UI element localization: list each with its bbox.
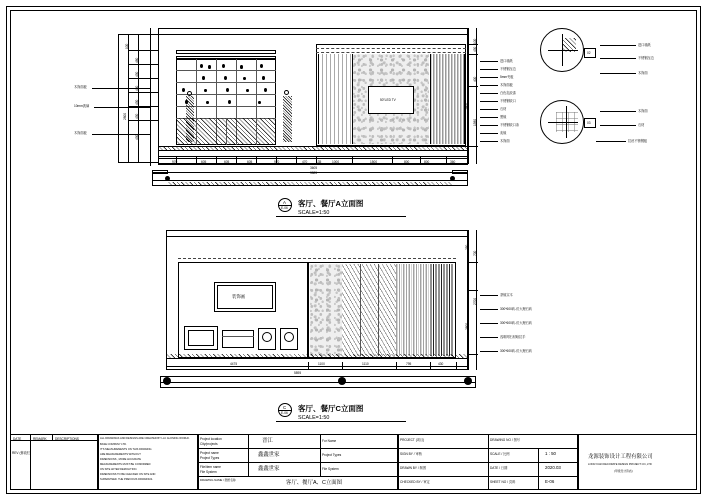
field-col2-2-label: File System xyxy=(322,467,339,471)
drawing-name: 客厅、餐厅A、C立面图 xyxy=(286,480,343,486)
revision-table xyxy=(10,434,98,490)
dim-a-bottom-7: 1000 xyxy=(332,160,340,164)
note-a-8: 不锈钢收口条 xyxy=(500,123,520,127)
detail-note-bottom-1: 石材 xyxy=(638,123,645,127)
rev-header-date: DATE xyxy=(13,437,22,441)
notes-line-7: SUPERVISED. THE PREVIOUS DRAWINGS. xyxy=(100,478,153,481)
human-figure-left xyxy=(186,96,194,142)
painting-label: 装饰画 xyxy=(232,294,246,299)
note-c-1: 300*600砖-仿大理石砖 xyxy=(500,307,533,311)
note-a-10: 木饰面 xyxy=(500,139,510,143)
note-left-0: 木饰面板 xyxy=(74,85,87,89)
dim-a-total-1: 3605 xyxy=(310,166,318,170)
dim-a-right-4: 100 xyxy=(473,38,477,44)
dim-a-bottom-0: 970 xyxy=(172,160,178,164)
dim-c-right-3: 2800 xyxy=(465,322,469,330)
field-0-value: 晋江 xyxy=(262,438,273,444)
note-a-1: 不锈钢压边 xyxy=(500,67,516,71)
dim-a-bottom-10: 800 xyxy=(424,160,430,164)
note-a-2: 5mm夹板 xyxy=(500,75,514,79)
rf-0-label: PROJECT (项目) xyxy=(400,438,425,442)
rf-6-label: CHECKED BY / 审定 xyxy=(400,480,430,484)
drawing-name-label: DRAWING NAME / 图纸名称 xyxy=(200,478,236,482)
dim-c-right-1: 2700 xyxy=(473,297,477,305)
dim-a-left-1: 480 xyxy=(135,57,139,63)
dim-a-left-2: 430 xyxy=(135,71,139,77)
dim-a-bottom-1: 605 xyxy=(201,160,207,164)
dim-a-bottom-8: 1500 xyxy=(370,160,378,164)
company-name-cn: 龙源装饰设计工程有限公司 xyxy=(588,454,653,460)
detail-mark-03-text: 03 xyxy=(587,121,591,125)
dim-c-bottom-0: 4475 xyxy=(230,362,238,366)
mark-c-sub: E-06 xyxy=(281,411,288,415)
field-1-label-cn: Project Types xyxy=(200,456,220,460)
dim-a-bottom-11: 360 xyxy=(450,160,456,164)
wall-panel-right-c xyxy=(430,264,454,356)
dim-a-left-3: 430 xyxy=(135,85,139,91)
dim-a-bottom-2: 605 xyxy=(224,160,230,164)
notes-line-4: MEASUREMENTS MUST BE CONFIRMED xyxy=(100,463,151,466)
notes-line-3: DIMENSIONS , MORE ACCURATE xyxy=(100,458,142,461)
rev-label: REV (修改栏) xyxy=(12,451,32,455)
dim-c-bottom-2: 1110 xyxy=(362,362,369,366)
dim-c-total: 5895 xyxy=(294,371,302,375)
stone-wall-c xyxy=(310,264,342,356)
dim-c-right-0: 700 xyxy=(473,250,477,256)
field-0-label-cn: City/projects xyxy=(200,442,218,446)
field-0-label-en: Project location xyxy=(200,437,222,441)
dim-a-left-0: 100 xyxy=(125,43,129,49)
coffee-table xyxy=(222,330,254,348)
field-col2-0-label: For Name xyxy=(322,439,337,443)
rf-2-label: SIGN BY / 审核 xyxy=(400,452,422,456)
mark-a-letter: A xyxy=(283,200,286,205)
note-a-0: 进口墙纸 xyxy=(500,59,513,63)
mark-a-sub: E-06 xyxy=(281,206,288,210)
rf-7-value: E-06 xyxy=(545,479,555,484)
dim-a-bottom-6: 135 xyxy=(316,160,322,164)
notes-line-5: ON SITE AFTER DEMOLITION. xyxy=(100,468,138,471)
notes-title: ALL DRAWINGS AND DESIGNS ARE CREATED BY LLC ALONING WORLD. xyxy=(100,437,190,440)
dim-a-left-5: 430 xyxy=(135,113,139,119)
detail-mark-02-text: 02 xyxy=(587,51,591,55)
dim-a-left-6: 430 xyxy=(135,134,139,140)
rf-7-label: SHEET NO / 页码 xyxy=(490,480,516,484)
note-a-9: 灰镜 xyxy=(500,131,507,135)
scale-c: SCALE=1:50 xyxy=(298,415,330,421)
dim-a-total-2: 3885 xyxy=(310,171,318,175)
notes-line-6: DIMENSIONS TO BE CHECKED ON SITE AND xyxy=(100,473,156,476)
title-a: 客厅、餐厅A立面图 xyxy=(298,199,364,208)
rev-header-desc: DESCRIPTIONS xyxy=(55,437,79,441)
tv-label: 50"LED TV xyxy=(380,98,396,102)
note-a-7: 黑镜 xyxy=(500,115,507,119)
dim-c-bottom-1: 1100 xyxy=(318,362,325,366)
dim-c-bottom-3: 795 xyxy=(406,362,412,366)
dim-c-right-2: 250 xyxy=(465,244,469,250)
field-2-label-en: File/item name xyxy=(200,465,221,469)
dim-a-bottom-3: 605 xyxy=(247,160,253,164)
field-2-value: 鑫鑫世家 xyxy=(258,466,280,472)
rf-3-value: 1 : 50 xyxy=(545,451,556,456)
company-name-en: LONGYUAN DECORATE DESIGN PROJECT CO.,LTD xyxy=(588,463,652,466)
dim-a-right-1: 400 xyxy=(473,76,477,82)
dim-a-right-3: 2800 xyxy=(465,102,469,110)
field-2-label-cn: File System xyxy=(200,470,217,474)
rf-5-label: DATE / 日期 xyxy=(490,466,508,470)
notes-line-2: ARE MEASUREMENTS WITHOUT xyxy=(100,453,141,456)
note-c-3: 浅啡网石材暗拉手 xyxy=(500,335,526,339)
note-a-4: 白色乳胶漆 xyxy=(500,91,516,95)
note-c-4: 300*600砖-仿大理石砖 xyxy=(500,349,533,353)
field-col2-1-label: Project Types xyxy=(322,453,342,457)
note-left-1: 10mm波璃 xyxy=(74,104,90,108)
note-a-6: 石材 xyxy=(500,107,507,111)
detail-note-top-1: 不锈钢压边 xyxy=(638,56,654,60)
field-1-value: 鑫鑫世家 xyxy=(258,452,280,458)
rf-5-value: 2020.03 xyxy=(545,465,561,470)
note-c-0: 茶镜实木 xyxy=(500,293,513,297)
title-c: 客厅、餐厅C立面图 xyxy=(298,404,364,413)
curtain-right xyxy=(430,54,464,144)
scale-a: SCALE=1:50 xyxy=(298,210,330,216)
rf-3-label: SCALE / 比例 xyxy=(490,452,510,456)
dim-c-bottom-4: 430 xyxy=(438,362,444,366)
note-a-5: 不锈钢收口 xyxy=(500,99,516,103)
mark-c-letter: C xyxy=(283,405,287,410)
rf-1-label: DRAWING NO / 图号 xyxy=(490,438,520,442)
rev-header-remark: REMARK xyxy=(33,437,47,441)
note-left-2: 木饰面板 xyxy=(74,131,87,135)
note-a-3: 木饰面板 xyxy=(500,83,513,87)
dim-a-left-4: 430 xyxy=(135,99,139,105)
detail-note-bottom-2: 拉丝不锈钢板 xyxy=(628,139,648,143)
dim-a-bottom-4: 970 xyxy=(274,160,280,164)
detail-note-top-0: 进口墙纸 xyxy=(638,43,651,47)
curtain-c xyxy=(396,264,430,356)
company-block xyxy=(578,434,697,490)
dim-a-left-total: 2800 xyxy=(123,112,127,120)
human-figure-right xyxy=(283,96,292,142)
note-c-2: 300*600砖-仿大理石砖 xyxy=(500,321,533,325)
dim-a-right-0: 430 xyxy=(473,46,477,52)
notes-line-0: BASE COMPANY LTD. xyxy=(100,443,127,446)
glass-door-panel xyxy=(342,264,396,356)
wood-slat-panel xyxy=(318,54,352,144)
company-tag: (甲级设计资质) xyxy=(614,469,633,473)
notes-line-1: IT'S MEASUREMENTS ON THIS DRAWING xyxy=(100,448,152,451)
rf-4-label: DRAWN BY / 制图 xyxy=(400,466,427,470)
field-1-label-en: Project name xyxy=(200,451,219,455)
detail-note-bottom-0: 木饰面 xyxy=(638,109,648,113)
dim-a-bottom-9: 800 xyxy=(404,160,410,164)
detail-note-top-2: 木饰面 xyxy=(638,71,648,75)
dim-a-bottom-5: 470 xyxy=(302,160,308,164)
dim-a-right-2: 1580 xyxy=(473,118,477,126)
